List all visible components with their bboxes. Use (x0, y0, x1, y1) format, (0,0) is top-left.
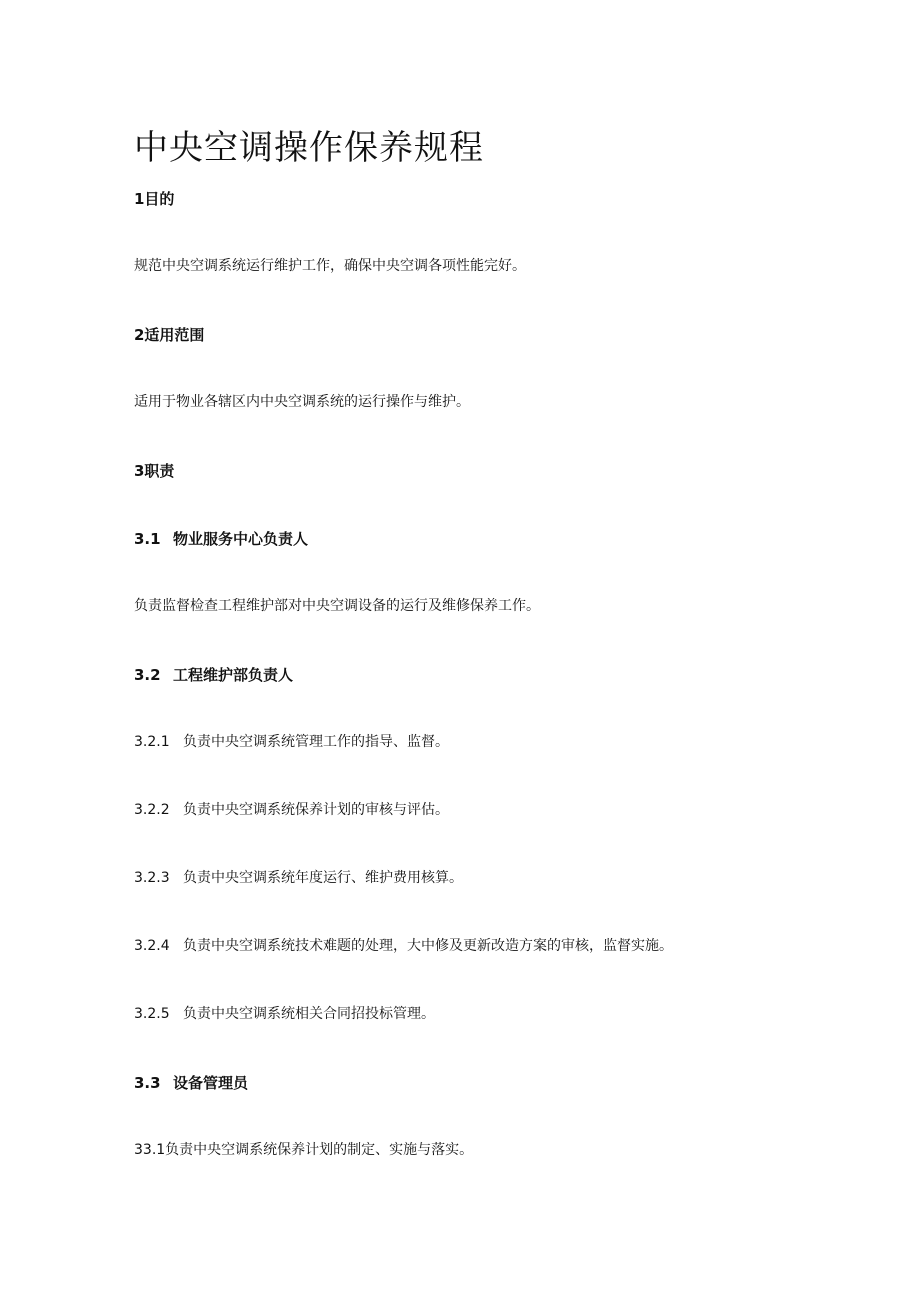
item-text: 负责中央空调系统管理工作的指导、监督。 (183, 734, 449, 750)
section-3-heading: 3职责 (134, 462, 175, 480)
section-2-heading: 2适用范围 (134, 326, 205, 344)
section-label: 设备管理员 (173, 1074, 249, 1092)
section-label: 物业服务中心负责人 (173, 530, 309, 548)
section-2-text: 适用于物业各辖区内中央空调系统的运行操作与维护。 (134, 394, 470, 410)
item-number: 3.2.1 (134, 734, 170, 750)
section-1-heading: 1目的 (134, 190, 175, 208)
document-title: 中央空调操作保养规程 (134, 128, 484, 168)
list-item (134, 802, 449, 819)
section-number: 3.2 (134, 666, 161, 684)
item-number: 3.2.4 (134, 938, 170, 954)
section-3-2-heading (134, 666, 293, 684)
section-3-1-heading (134, 530, 308, 548)
item-text: 负责中央空调系统相关合同招投标管理。 (183, 1006, 435, 1022)
list-item (134, 938, 673, 955)
item-text: 负责中央空调系统保养计划的审核与评估。 (183, 802, 449, 818)
list-item (134, 870, 463, 887)
list-item (134, 1006, 435, 1023)
section-3-3-heading (134, 1074, 248, 1092)
section-number: 3.3 (134, 1074, 161, 1092)
section-number: 3.1 (134, 530, 161, 548)
item-number: 3.2.5 (134, 1006, 170, 1022)
item-number: 3.2.2 (134, 802, 170, 818)
section-1-text: 规范中央空调系统运行维护工作，确保中央空调各项性能完好。 (134, 258, 526, 274)
list-item (134, 734, 449, 751)
item-text: 负责中央空调系统年度运行、维护费用核算。 (183, 870, 463, 886)
section-3-3-item: 33.1负责中央空调系统保养计划的制定、实施与落实。 (134, 1142, 474, 1158)
section-label: 工程维护部负责人 (173, 666, 294, 684)
item-number: 3.2.3 (134, 870, 170, 886)
section-3-1-text: 负责监督检查工程维护部对中央空调设备的运行及维修保养工作。 (134, 598, 540, 614)
item-text: 负责中央空调系统技术难题的处理，大中修及更新改造方案的审核，监督实施。 (183, 938, 673, 954)
